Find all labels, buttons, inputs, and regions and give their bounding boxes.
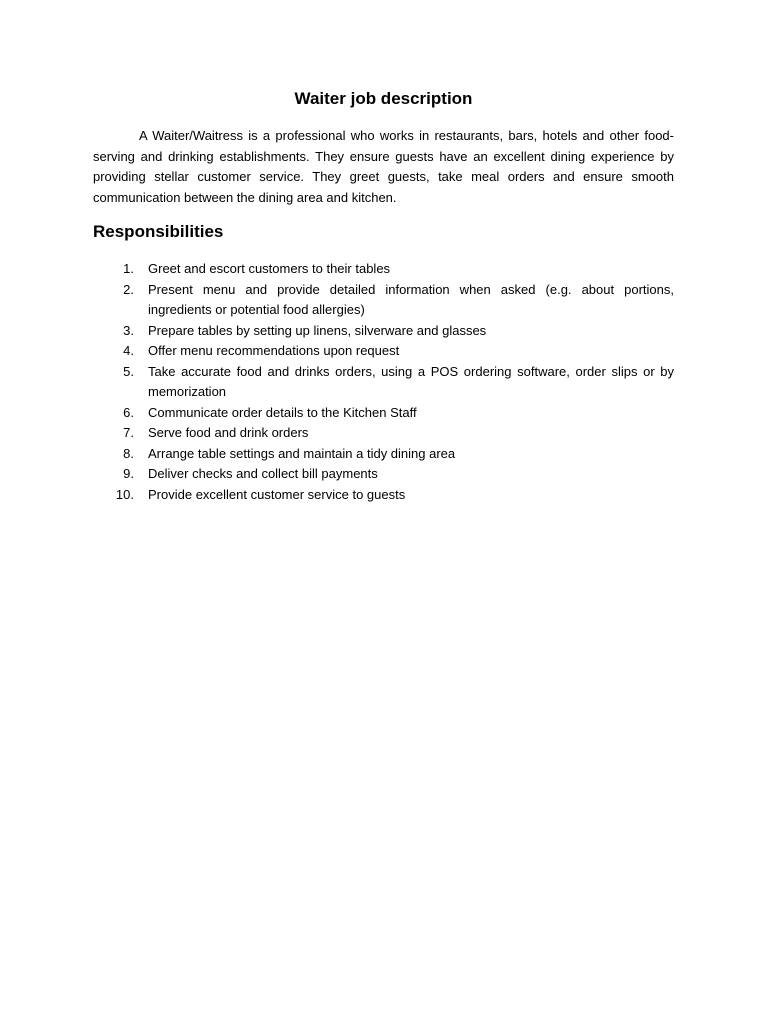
list-item-text: Offer menu recommendations upon request <box>148 343 400 358</box>
list-item-text: Communicate order details to the Kitchen Staff <box>148 404 417 420</box>
list-item-number: 8. <box>123 445 134 461</box>
list-item <box>93 259 674 280</box>
list-item-text: Serve food and drink orders <box>148 425 309 440</box>
list-item-number: 4. <box>123 343 134 358</box>
list-item-number: 10. <box>115 486 134 502</box>
responsibilities-list <box>93 259 674 505</box>
list-item-text: Greet and escort customers to their tables <box>148 261 391 276</box>
list-item <box>93 423 674 444</box>
list-item-number: 7. <box>123 425 134 440</box>
list-item-number: 1. <box>123 261 134 276</box>
list-item-text: Take accurate food and drinks orders, using a POS ordering software, order slips or by memorization <box>148 363 674 399</box>
list-item <box>93 321 674 342</box>
list-item-text: Provide excellent customer service to guests <box>148 486 406 502</box>
list-item-text: Arrange table settings and maintain a tidy dining area <box>148 445 456 461</box>
list-item <box>93 341 674 362</box>
intro-paragraph: A Waiter/Waitress is a professional who works in restaurants, bars, hotels and other food-serving and drinking establishments. They ensure guests have an excellent dining experience by providing stellar customer service. They greet guests, take meal orders and ensure smooth communication between the dining area and kitchen. <box>93 128 674 205</box>
list-item-number: 9. <box>123 466 134 481</box>
document-page <box>93 0 674 1024</box>
list-item-number: 6. <box>123 404 134 420</box>
list-item <box>93 362 674 403</box>
document-title: Waiter job description <box>294 89 473 108</box>
list-item <box>93 444 674 465</box>
list-item <box>93 403 674 424</box>
list-item-text: Prepare tables by setting up linens, silverware and glasses <box>148 322 487 338</box>
list-item <box>93 464 674 485</box>
list-item <box>93 485 674 506</box>
list-item-text: Deliver checks and collect bill payments <box>148 466 378 481</box>
list-item <box>93 280 674 321</box>
list-item-number: 5. <box>123 363 134 379</box>
list-item-number: 3. <box>123 322 134 338</box>
list-item-number: 2. <box>123 281 134 297</box>
responsibilities-heading: Responsibilities <box>93 222 224 241</box>
list-item-text: Present menu and provide detailed information when asked (e.g. about portions, ingredients or potential food allergies) <box>148 281 674 317</box>
